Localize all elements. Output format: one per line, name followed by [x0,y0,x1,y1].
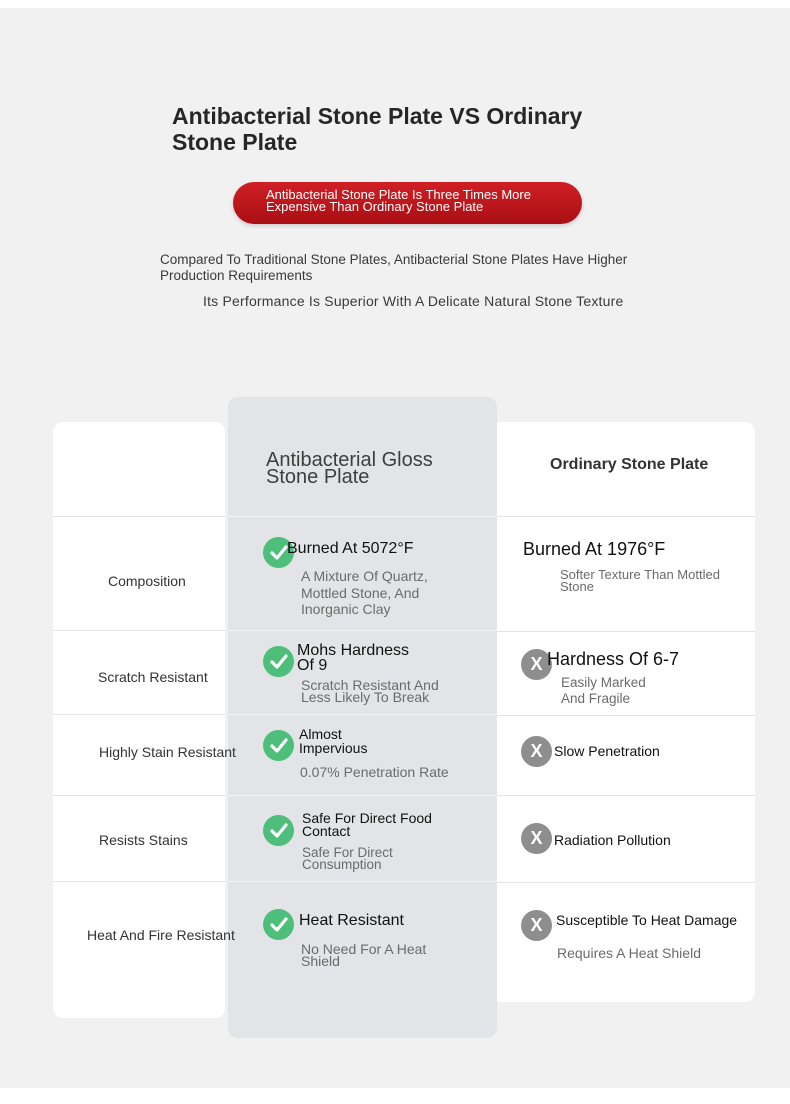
check-icon [263,730,294,761]
ordinary-description: Easily Marked And Fragile [561,675,646,706]
anti-feature: Mohs Hardness Of 9 [297,642,410,674]
anti-description: Safe For Direct Consumption [302,845,393,872]
intro-subtext: Its Performance Is Superior With A Delicate Natural Stone Texture [203,293,624,309]
divider [53,881,225,882]
ordinary-description: Softer Texture Than Mottled Stone [560,567,720,594]
antibacterial-header: Antibacterial Gloss Stone Plate [266,449,433,488]
divider [497,882,755,883]
row-label: Highly Stain Resistant [99,744,236,760]
intro-text: Compared To Traditional Stone Plates, Antibacterial Stone Plates Have Higher Production Requirements [160,252,628,283]
divider [228,714,497,715]
row-label: Scratch Resistant [98,669,208,685]
price-badge-text: Antibacterial Stone Plate Is Three Times More Expensive Than Ordinary Stone Plate [266,187,531,214]
row-label: Heat And Fire Resistant [87,927,235,943]
ordinary-feature: Burned At 1976°F [523,539,666,559]
x-icon: X [521,649,552,680]
divider [497,795,755,796]
anti-description: No Need For A Heat Shield [301,941,427,969]
check-icon [263,646,294,677]
divider [228,795,497,796]
ordinary-feature: Slow Penetration [554,743,660,759]
divider [228,630,497,631]
anti-description: Scratch Resistant And Less Likely To Break [301,677,439,705]
x-icon: X [521,910,552,941]
anti-feature: Safe For Direct Food Contact [302,810,432,839]
anti-feature: Almost Impervious [299,726,368,756]
divider [53,516,225,517]
anti-description: 0.07% Penetration Rate [300,764,449,780]
price-badge [233,182,582,224]
anti-feature: Heat Resistant [299,912,404,929]
divider [53,714,225,715]
x-icon: X [521,823,552,854]
row-label: Composition [108,573,186,589]
divider [53,795,225,796]
ordinary-feature: Hardness Of 6-7 [547,649,680,669]
divider [53,630,225,631]
page-title: Antibacterial Stone Plate VS Ordinary Stone Plate [172,103,583,155]
anti-description: A Mixture Of Quartz, Mottled Stone, And Inorganic Clay [301,568,428,617]
ordinary-feature: Susceptible To Heat Damage [556,912,738,928]
ordinary-feature: Radiation Pollution [554,832,671,848]
check-icon [263,815,294,846]
divider [228,881,497,882]
divider [228,516,497,517]
row-label: Resists Stains [99,832,188,848]
x-icon: X [521,736,552,767]
divider [497,516,755,517]
divider [497,631,755,632]
ordinary-description: Requires A Heat Shield [557,945,701,961]
ordinary-header: Ordinary Stone Plate [550,456,709,473]
check-icon [263,909,294,940]
divider [497,715,755,716]
anti-feature: Burned At 5072°F [287,540,414,557]
